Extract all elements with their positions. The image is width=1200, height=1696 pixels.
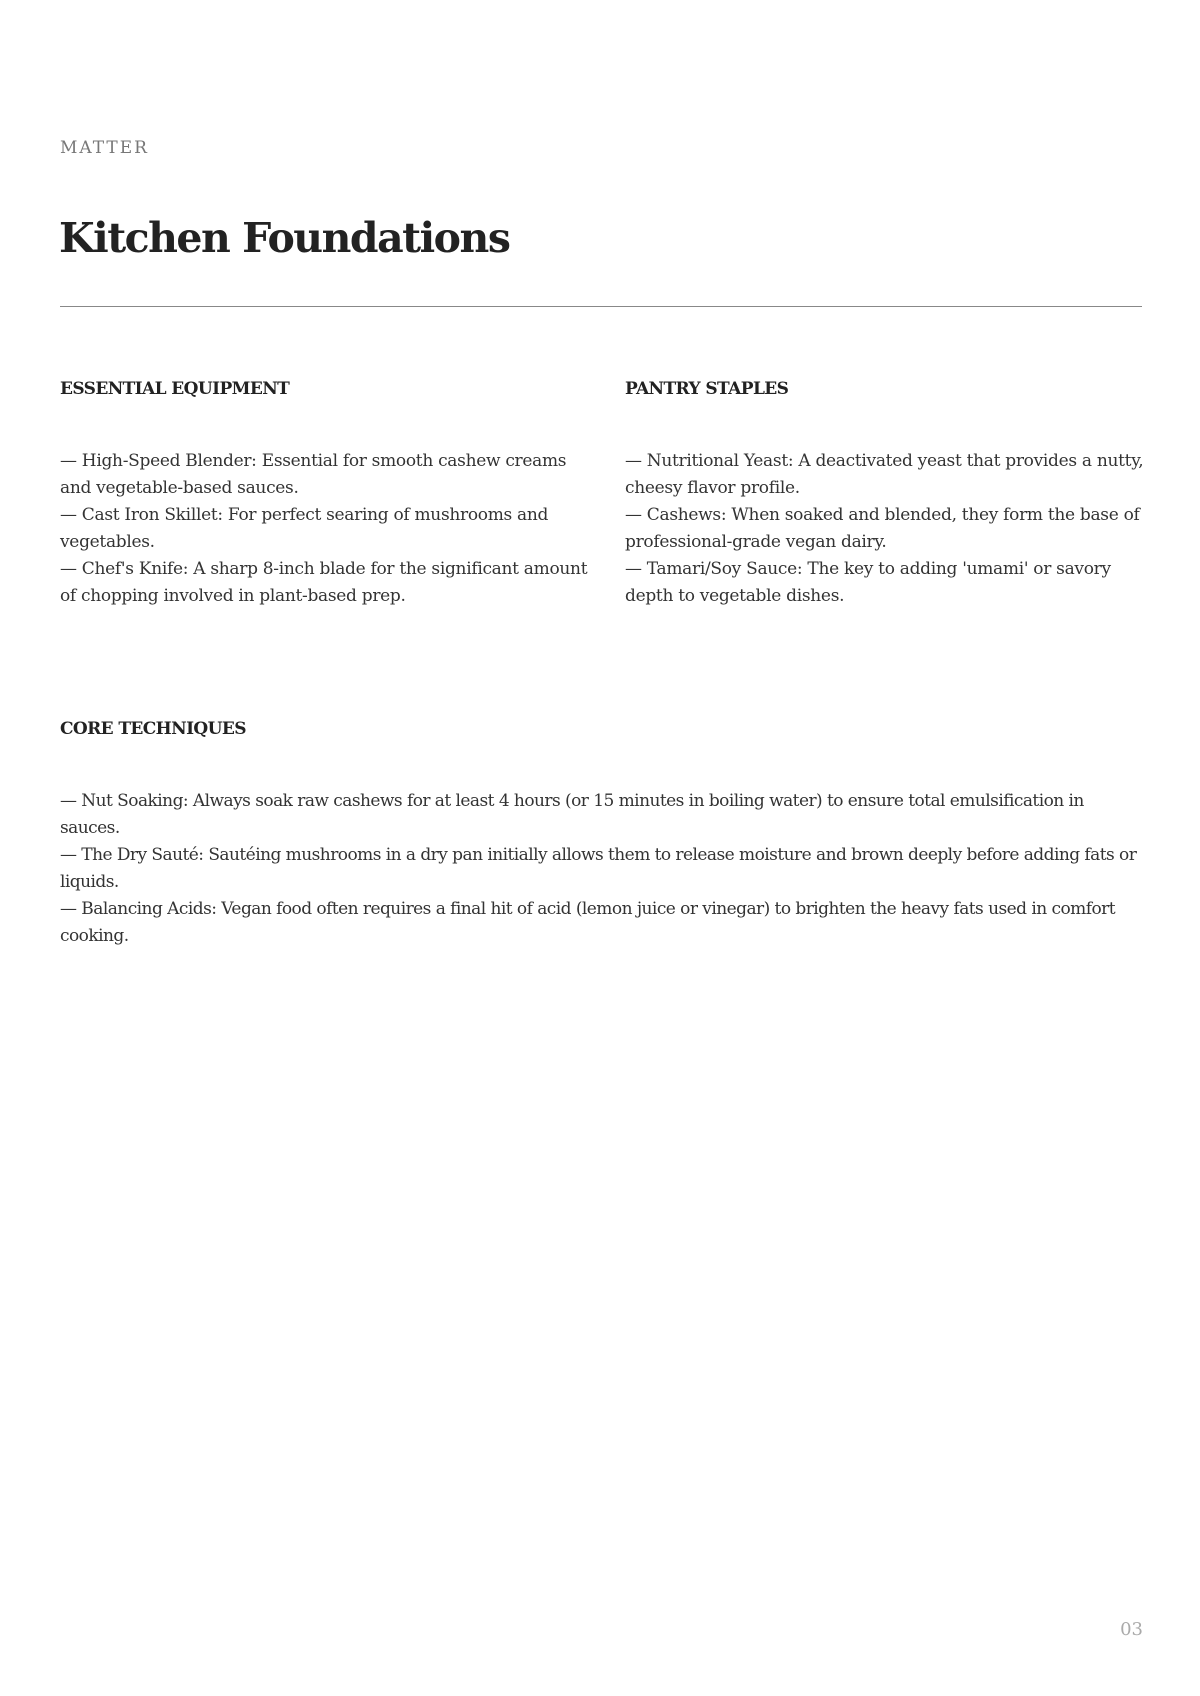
title-divider bbox=[60, 306, 1142, 307]
section-heading: ESSENTIAL EQUIPMENT bbox=[60, 379, 290, 399]
list-item: — Chef's Knife: A sharp 8-inch blade for the significant amount of chopping involved in plant-based prep. bbox=[60, 559, 588, 606]
page-title: Kitchen Foundations bbox=[59, 214, 510, 262]
section-body bbox=[60, 448, 600, 610]
core-techniques-section bbox=[60, 718, 1145, 950]
list-item: — Nut Soaking: Always soak raw cashews for at least 4 hours (or 15 minutes in boiling water) to ensure total emulsification in sauces. bbox=[60, 791, 1084, 838]
pantry-staples-section bbox=[625, 378, 1145, 610]
section-heading: CORE TECHNIQUES bbox=[60, 719, 246, 739]
section-body bbox=[60, 788, 1145, 950]
list-item: — Cast Iron Skillet: For perfect searing of mushrooms and vegetables. bbox=[60, 505, 549, 552]
essential-equipment-section bbox=[60, 378, 600, 610]
section-heading: PANTRY STAPLES bbox=[625, 379, 789, 399]
section-body bbox=[625, 448, 1145, 610]
list-item: — Tamari/Soy Sauce: The key to adding 'umami' or savory depth to vegetable dishes. bbox=[625, 559, 1111, 606]
page-number: 03 bbox=[1120, 1619, 1143, 1640]
section-eyebrow: MATTER bbox=[60, 138, 149, 158]
list-item: — The Dry Sauté: Sautéing mushrooms in a dry pan initially allows them to release moisture and brown deeply before adding fats or liquids. bbox=[60, 845, 1137, 892]
list-item: — Nutritional Yeast: A deactivated yeast that provides a nutty, cheesy flavor profile. bbox=[625, 451, 1144, 498]
list-item: — High-Speed Blender: Essential for smooth cashew creams and vegetable-based sauces. bbox=[60, 451, 567, 498]
list-item: — Balancing Acids: Vegan food often requires a final hit of acid (lemon juice or vinegar) to brighten the heavy fats used in comfort cooking. bbox=[60, 899, 1116, 946]
list-item: — Cashews: When soaked and blended, they form the base of professional-grade vegan dairy. bbox=[625, 505, 1140, 552]
